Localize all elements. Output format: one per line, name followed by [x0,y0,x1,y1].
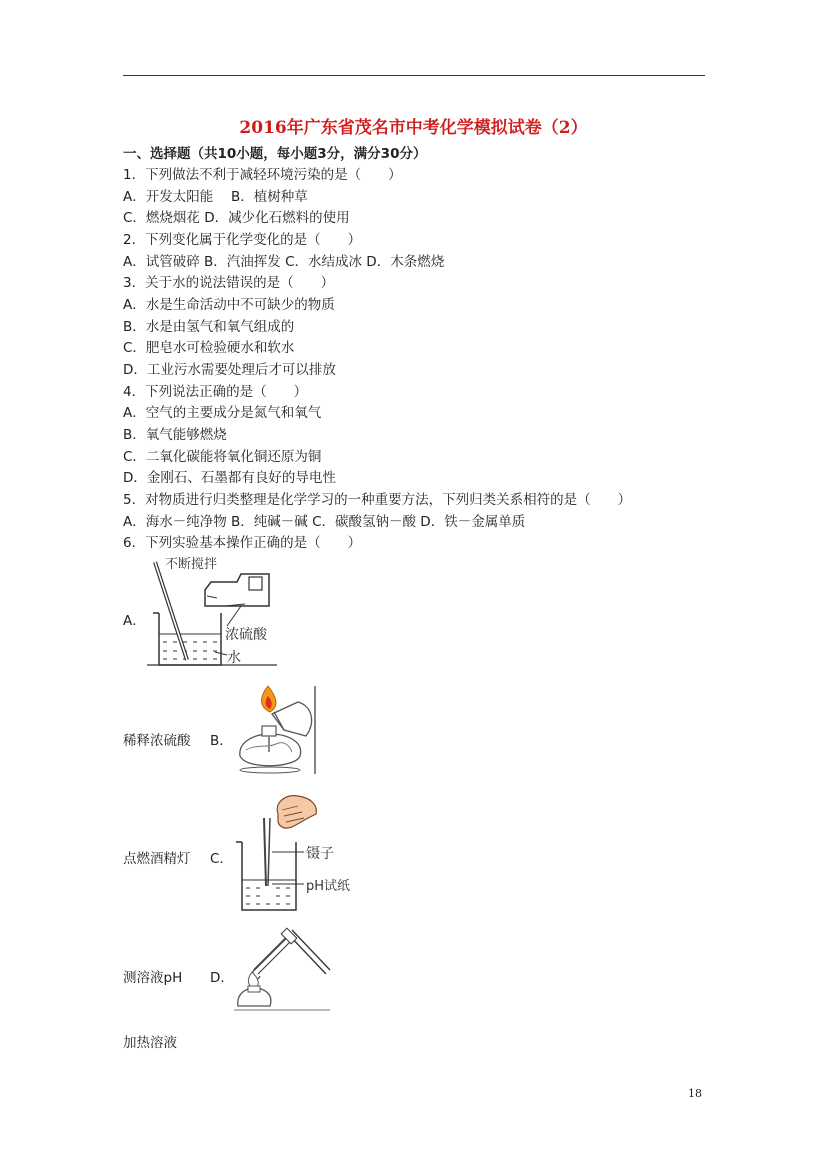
option-b-letter: B． [210,733,233,749]
label-stirring: 不断搅拌 [165,557,218,572]
section-heading: 一、选择题（共10小题，每小题3分，满分30分） [123,146,427,162]
text-line: 6．下列实验基本操作正确的是（ ） [123,535,362,551]
option-c-caption: 测溶液pH [123,970,183,986]
text-line: B．水是由氢气和氧气组成的 [123,319,295,335]
text-line: A．水是生命活动中不可缺少的物质 [123,297,335,313]
text-line: A．开发太阳能 B．植树种草 [123,189,308,205]
text-line: 3．关于水的说法错误的是（ ） [123,275,335,291]
text-line: A．试管破碎 B．汽油挥发 C．水结成冰 D．木条燃烧 [123,254,445,270]
page-number: 18 [688,1087,702,1100]
text-line: 1．下列做法不利于减轻环境污染的是（ ） [123,167,402,183]
dilute-acid-figure [145,556,280,671]
text-line: 5．对物质进行归类整理是化学学习的一种重要方法，下列归类关系相符的是（ ） [123,492,632,508]
option-d-caption: 加热溶液 [123,1035,177,1051]
label-water: 水 [227,650,241,666]
label-ph-paper: pH试纸 [306,879,351,894]
label-concentrated-acid: 浓硫酸 [225,627,267,643]
alcohol-lamp-figure [232,684,318,776]
text-line: 2．下列变化属于化学变化的是（ ） [123,232,362,248]
option-d-letter: D． [210,970,234,986]
option-a-letter: A． [123,613,146,629]
ph-test-figure [234,792,364,916]
text-line: C．肥皂水可检验硬水和软水 [123,340,295,356]
text-line: C．二氧化碳能将氧化铜还原为铜 [123,449,322,465]
text-line: D．工业污水需要处理后才可以排放 [123,362,336,378]
text-line: A．海水－纯净物 B．纯碱－碱 C．碳酸氢钠－酸 D．铁－金属单质 [123,514,526,530]
option-c-letter: C． [210,851,233,867]
option-a-caption: 稀释浓硫酸 [123,733,191,749]
text-line: C．燃烧烟花 D．减少化石燃料的使用 [123,210,350,226]
text-line: D．金刚石、石墨都有良好的导电性 [123,470,336,486]
page-title: 2016年广东省茂名市中考化学模拟试卷（2） [239,118,588,138]
option-b-caption: 点燃酒精灯 [123,851,191,867]
text-line: A．空气的主要成分是氮气和氧气 [123,405,322,421]
label-tweezers: 镊子 [306,846,334,862]
text-line: 4．下列说法正确的是（ ） [123,384,308,400]
heating-figure [232,924,332,1014]
text-line: B．氧气能够燃烧 [123,427,227,443]
header-rule [123,75,705,76]
